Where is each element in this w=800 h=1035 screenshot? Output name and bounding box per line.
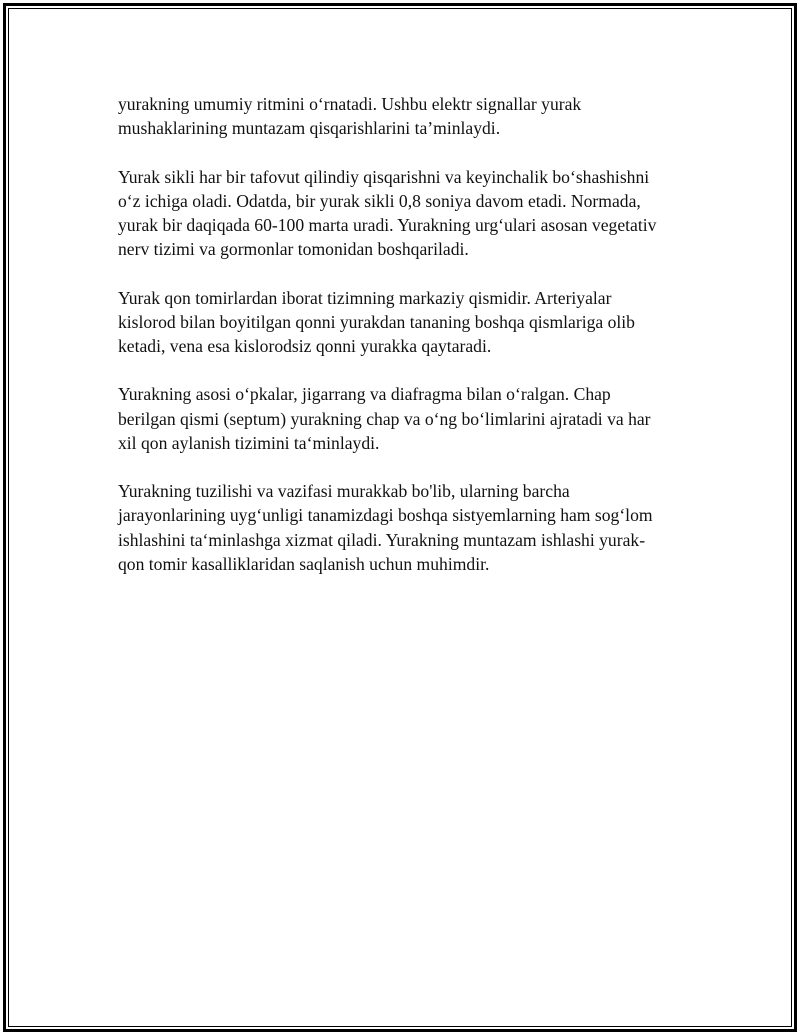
paragraph-cardiac-cycle: Yurak sikli har bir tafovut qilindiy qisqarishni va keyinchalik bo‘shashishni o‘z ichiga oladi. Odatda, bir yurak sikli 0,8 soniya davom etadi. Normada, yurak bir daqiqada 60-100 marta uradi. Yurakning urg‘ulari asosan vegetativ nerv tizimi va gormonlar tomonidan boshqariladi. [118, 166, 657, 260]
document-body [118, 92, 688, 600]
paragraph-blood-vessels: Yurak qon tomirlardan iborat tizimning markaziy qismidir. Arteriyalar kislorod bilan boyitilgan qonni yurakdan tananing boshqa qismlariga olib ketadi, vena esa kislorodsiz qonni yurakka qaytaradi. [118, 287, 635, 356]
paragraph-heart-rhythm: yurakning umumiy ritmini o‘rnatadi. Ushbu elektr signallar yurak mushaklarining muntazam qisqarishlarini ta’minlaydi. [118, 94, 582, 139]
paragraph-conclusion: Yurakning tuzilishi va vazifasi murakkab bo'lib, ularning barcha jarayonlarining uyg‘unligi tanamizdagi boshqa sistyemlarning ham sog‘lom ishlashini ta‘minlashga xizmat qiladi. Yurakning muntazam ishlashi yurak- qon tomir kasalliklaridan saqlanish uchun muhimdir. [118, 481, 653, 574]
paragraph-heart-structure: Yurakning asosi o‘pkalar, jigarrang va diafragma bilan o‘ralgan. Chap berilgan qismi (septum) yurakning chap va o‘ng bo‘limlarini ajratadi va har xil qon aylanish tizimini ta‘minlaydi. [118, 384, 651, 453]
